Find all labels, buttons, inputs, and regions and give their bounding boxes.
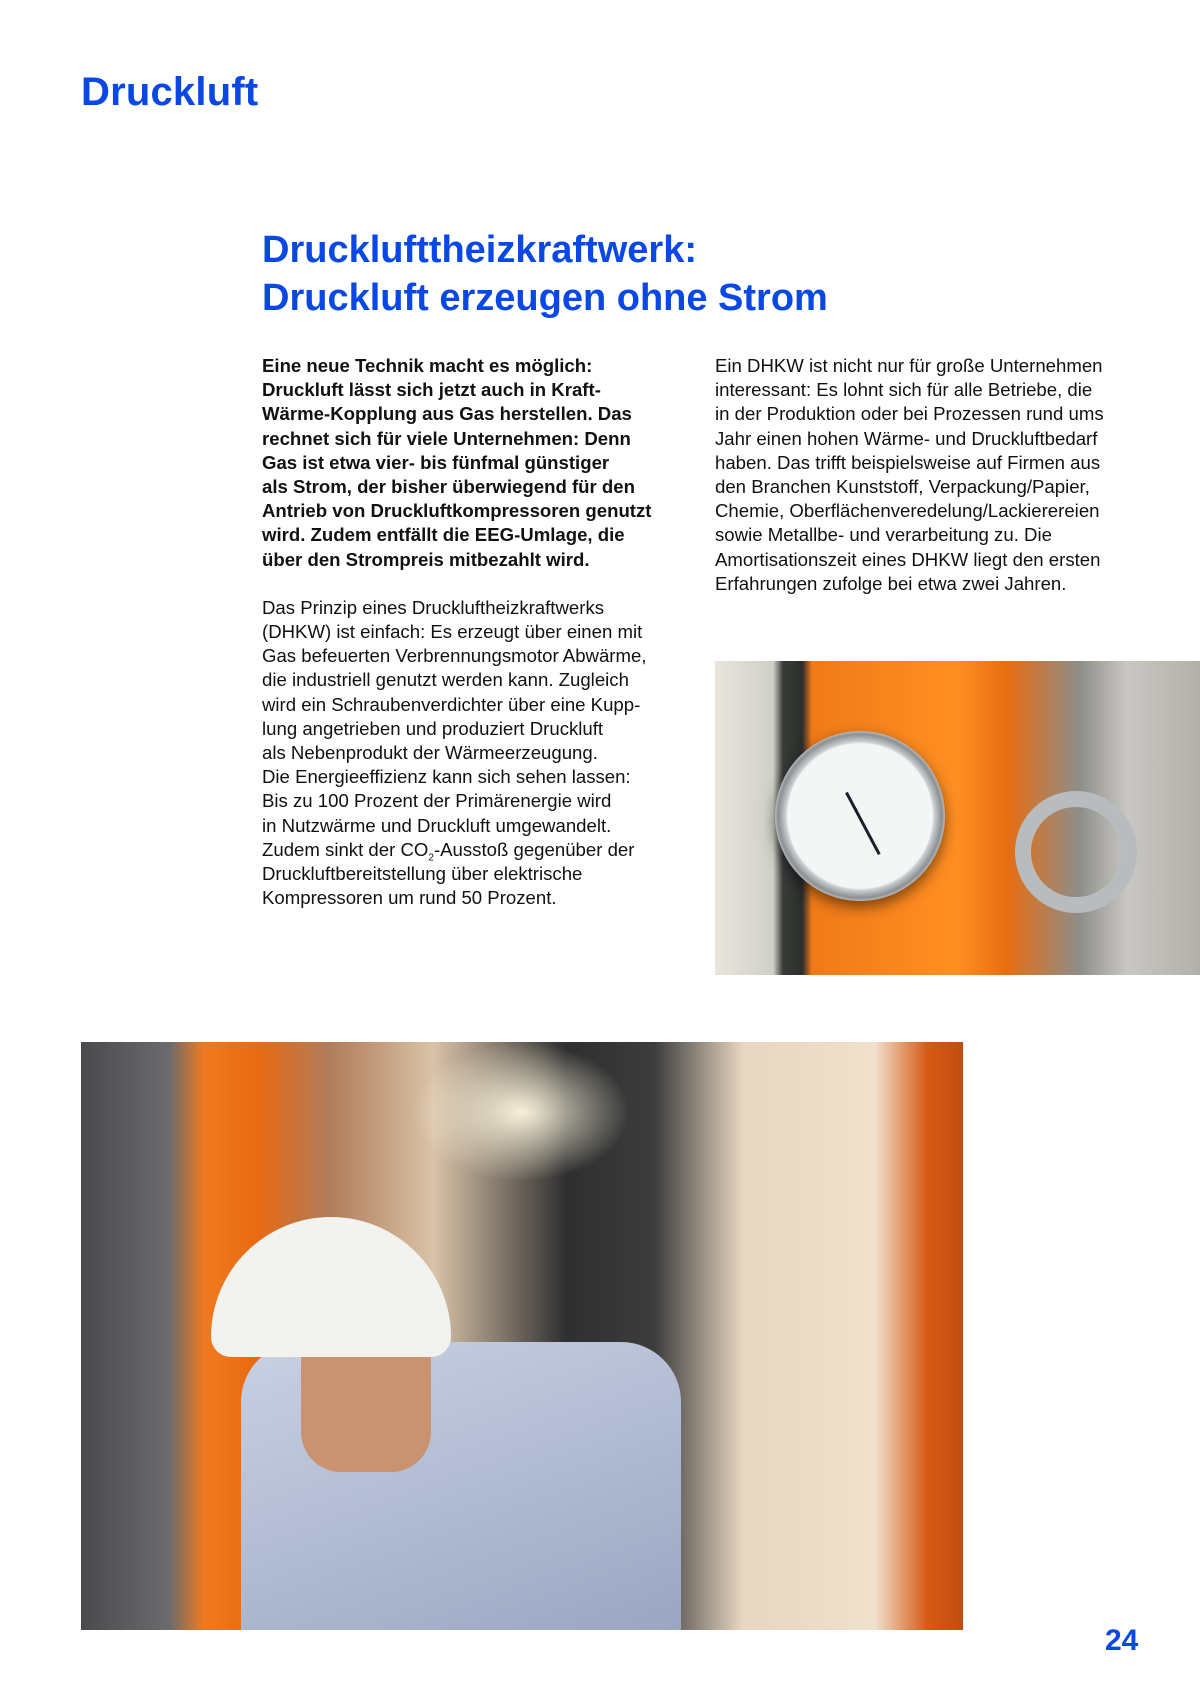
- body-line: haben. Das trifft beispielsweise auf Firmen aus: [715, 451, 1101, 473]
- body-line: Kompressoren um rund 50 Prozent.: [262, 887, 557, 909]
- body-line: Ein DHKW ist nicht nur für große Unternehmen: [715, 355, 1103, 376]
- body-line: interessant: Es lohnt sich für alle Betriebe, die: [715, 379, 1093, 401]
- body-line: Gas befeuerten Verbrennungsmotor Abwärme,: [262, 645, 647, 667]
- co2-before: Zudem sinkt der CO: [262, 838, 429, 860]
- body-paragraph-right: [715, 354, 1155, 596]
- headline-line-2: Druckluft erzeugen ohne Strom: [262, 277, 828, 319]
- page-number: 24: [1105, 1624, 1139, 1657]
- right-column: [715, 354, 1155, 596]
- body-paragraph-left: [262, 596, 702, 911]
- lead-line: wird. Zudem entfällt die EEG-Umlage, die: [262, 524, 625, 546]
- headline-line-1: Drucklufttheizkraftwerk:: [262, 229, 697, 271]
- hard-hat-illustration: [211, 1217, 451, 1357]
- section-title: Druckluft: [81, 70, 259, 114]
- co2-line: [262, 838, 702, 862]
- light-glow: [411, 1042, 631, 1182]
- lead-line: rechnet sich für viele Unternehmen: Denn: [262, 427, 631, 449]
- body-line: (DHKW) ist einfach: Es erzeugt über einen mit: [262, 621, 643, 643]
- body-line: Erfahrungen zufolge bei etwa zwei Jahren.: [715, 572, 1067, 594]
- lead-paragraph: [262, 354, 702, 572]
- lead-line: als Strom, der bisher überwiegend für den: [262, 476, 635, 498]
- gauge-needle: [845, 792, 881, 855]
- body-line: als Nebenprodukt der Wärmeerzeugung.: [262, 742, 598, 764]
- body-line: Druckluftbereitstellung über elektrische: [262, 863, 583, 885]
- lead-line: Antrieb von Druckluftkompressoren genutzt: [262, 500, 652, 522]
- body-line: Jahr einen hohen Wärme- und Druckluftbedarf: [715, 427, 1098, 449]
- eye-bolt-illustration: [1015, 791, 1137, 913]
- body-line: den Branchen Kunststoff, Verpackung/Papier,: [715, 476, 1090, 498]
- body-line: Amortisationszeit eines DHKW liegt den ersten: [715, 548, 1101, 570]
- body-line: Chemie, Oberflächenveredelung/Lackierereien: [715, 500, 1100, 522]
- co2-after: -Ausstoß gegenüber der: [433, 838, 635, 860]
- gauge-dial-illustration: [775, 731, 945, 901]
- lead-line: Gas ist etwa vier- bis fünfmal günstiger: [262, 451, 610, 473]
- left-column: [262, 354, 702, 910]
- body-line: Die Energieeffizienz kann sich sehen lassen:: [262, 766, 631, 788]
- lead-line: Wärme-Kopplung aus Gas herstellen. Das: [262, 403, 632, 425]
- body-line: wird ein Schraubenverdichter über eine Kupp-: [262, 693, 641, 715]
- body-line: die industriell genutzt werden kann. Zugleich: [262, 669, 629, 691]
- lead-line: Eine neue Technik macht es möglich:: [262, 355, 593, 376]
- body-line: in der Produktion oder bei Prozessen rund ums: [715, 403, 1104, 425]
- body-line: Das Prinzip eines Druckluftheizkraftwerks: [262, 596, 605, 618]
- lead-line: über den Strompreis mitbezahlt wird.: [262, 548, 590, 570]
- article-headline: [262, 226, 828, 322]
- body-line: sowie Metallbe- und verarbeitung zu. Die: [715, 524, 1052, 546]
- co2-subscript: 2: [428, 852, 434, 864]
- pressure-gauge-photo: [715, 661, 1200, 975]
- engineer-with-pipes-photo: [81, 1042, 963, 1630]
- body-line: lung angetrieben und produziert Druckluft: [262, 717, 604, 739]
- body-line: Bis zu 100 Prozent der Primärenergie wird: [262, 790, 612, 812]
- lead-line: Druckluft lässt sich jetzt auch in Kraft-: [262, 379, 601, 401]
- body-line: in Nutzwärme und Druckluft umgewandelt.: [262, 814, 612, 836]
